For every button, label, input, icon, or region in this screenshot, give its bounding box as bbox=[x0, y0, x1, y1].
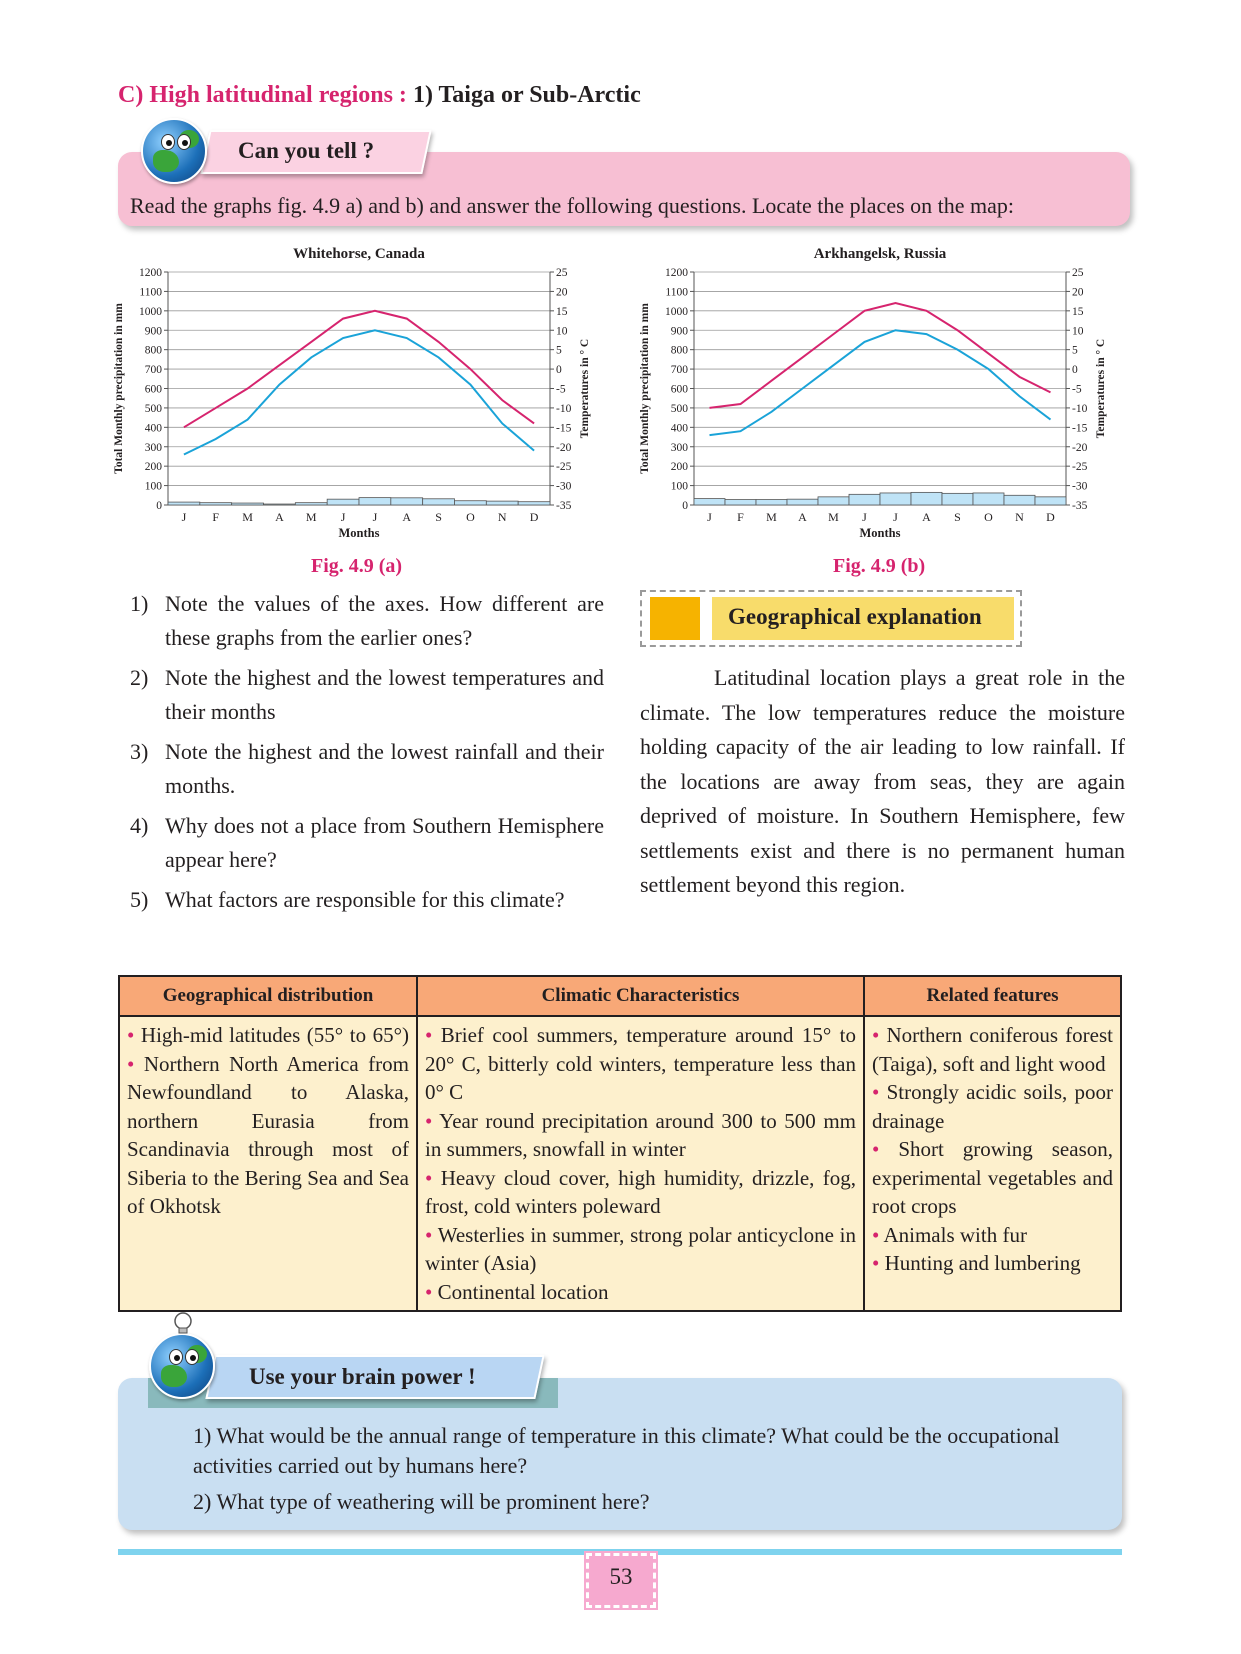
x-tick-label: F bbox=[737, 510, 744, 524]
y2-tick-label: -25 bbox=[1072, 461, 1088, 474]
y-tick-label: 500 bbox=[144, 402, 162, 415]
y2-tick-label: 25 bbox=[556, 267, 568, 279]
y2-tick-label: -10 bbox=[556, 402, 572, 415]
y-tick-label: 600 bbox=[144, 383, 162, 396]
precipitation-bar bbox=[880, 493, 911, 505]
y2-tick-label: 25 bbox=[1072, 267, 1084, 279]
table-header-distribution: Geographical distribution bbox=[119, 976, 417, 1016]
y-tick-label: 0 bbox=[156, 500, 162, 512]
feature-item bbox=[872, 1021, 1113, 1078]
x-tick-label: J bbox=[181, 510, 187, 524]
precipitation-bar bbox=[168, 502, 200, 505]
y-tick-label: 700 bbox=[670, 364, 688, 377]
bullet-icon: • bbox=[127, 1051, 135, 1076]
feature-item bbox=[872, 1221, 1113, 1250]
x-tick-label: S bbox=[954, 510, 961, 524]
y2-tick-label: 10 bbox=[556, 325, 568, 338]
y-tick-label: 900 bbox=[144, 325, 162, 338]
y-tick-label: 400 bbox=[144, 422, 162, 435]
climate-item-text: Westerlies in summer, strong polar anticyclone in winter (Asia) bbox=[425, 1222, 856, 1275]
x-tick-label: M bbox=[305, 510, 317, 524]
precipitation-bar bbox=[486, 501, 518, 505]
y2-tick-label: -20 bbox=[556, 441, 572, 454]
precipitation-bar bbox=[327, 499, 359, 505]
y2-tick-label: -20 bbox=[1072, 441, 1088, 454]
feature-item-text: Strongly acidic soils, poor drainage bbox=[872, 1080, 1114, 1133]
question-text: Why does not a place from Southern Hemisphere appear here? bbox=[165, 813, 604, 872]
question-number: 5) bbox=[130, 887, 149, 912]
question-number: 4) bbox=[130, 813, 149, 838]
fig-caption-a: Fig. 4.9 (a) bbox=[311, 555, 403, 577]
question-number: 1) bbox=[130, 591, 149, 616]
climate-item-text: Brief cool summers, temperature around 15° to 20° C, bitterly cold winters, temperature less than 0° C bbox=[425, 1023, 856, 1104]
chart-whitehorse bbox=[110, 240, 620, 540]
brain-question-number: 2) bbox=[193, 1489, 212, 1514]
chart-title: Whitehorse, Canada bbox=[293, 246, 425, 262]
min-temperature-line bbox=[184, 330, 534, 454]
climate-item-text: Heavy cloud cover, high humidity, drizzle, fog, frost, cold winters poleward bbox=[425, 1165, 857, 1218]
y-tick-label: 1200 bbox=[139, 267, 162, 279]
distribution-item: Northern North America from Newfoundland to Alaska, northern Eurasia from Scandinavia through most of Siberia to the Bering Sea and Sea of Okhotsk bbox=[127, 1051, 409, 1218]
table-row bbox=[119, 1016, 1121, 1311]
x-tick-label: O bbox=[466, 510, 475, 524]
y2-tick-label: 5 bbox=[1072, 344, 1078, 357]
y-tick-label: 1100 bbox=[665, 286, 688, 299]
y2-tick-label: -30 bbox=[1072, 480, 1088, 493]
x-tick-label: M bbox=[828, 510, 839, 524]
precipitation-bar bbox=[942, 493, 973, 505]
section-heading bbox=[118, 82, 641, 109]
geo-explanation-label: Geographical explanation bbox=[728, 604, 982, 629]
y-tick-label: 200 bbox=[144, 461, 162, 474]
x-tick-label: A bbox=[922, 510, 931, 524]
question-item bbox=[130, 661, 604, 729]
y-tick-label: 1100 bbox=[139, 286, 162, 299]
x-tick-label: A bbox=[798, 510, 807, 524]
question-number: 3) bbox=[130, 739, 149, 764]
y-tick-label: 900 bbox=[670, 325, 688, 338]
bullet-icon: • bbox=[127, 1023, 135, 1047]
x-tick-label: S bbox=[435, 510, 442, 524]
climate-item bbox=[425, 1107, 856, 1164]
y-tick-label: 400 bbox=[670, 422, 688, 435]
y-tick-label: 300 bbox=[670, 441, 688, 454]
climate-item bbox=[425, 1278, 856, 1307]
precipitation-bar bbox=[911, 492, 942, 505]
x-tick-label: D bbox=[529, 510, 539, 524]
y-axis-label: Total Monthly precipitation in mm bbox=[113, 303, 125, 474]
x-tick-label: J bbox=[893, 510, 898, 524]
brain-question-text: What would be the annual range of temperature in this climate? What could be the occupational activities carried out by humans here? bbox=[193, 1423, 1060, 1478]
y2-tick-label: 5 bbox=[556, 344, 562, 357]
x-tick-label: M bbox=[242, 510, 253, 524]
precipitation-bar bbox=[787, 499, 818, 505]
question-text: Note the highest and the lowest rainfall and their months. bbox=[165, 739, 604, 798]
y2-tick-label: 15 bbox=[556, 305, 568, 318]
section-heading-pink: C) High latitudinal regions : bbox=[118, 82, 407, 108]
precipitation-bar bbox=[518, 502, 550, 505]
x-tick-label: N bbox=[1015, 510, 1024, 524]
precipitation-bar bbox=[1004, 495, 1035, 505]
bullet-icon: • bbox=[872, 1137, 880, 1161]
x-tick-label: J bbox=[707, 510, 712, 524]
question-item bbox=[130, 587, 604, 655]
climate-table bbox=[118, 975, 1122, 1312]
table-header-row bbox=[119, 976, 1121, 1016]
precipitation-bar bbox=[423, 499, 455, 505]
question-text: Note the highest and the lowest temperatures and their months bbox=[165, 665, 604, 724]
bullet-icon: • bbox=[425, 1222, 433, 1247]
y-tick-label: 800 bbox=[144, 344, 162, 357]
y-tick-label: 1000 bbox=[139, 305, 162, 318]
x-tick-label: A bbox=[402, 510, 412, 524]
y2-tick-label: -15 bbox=[556, 422, 572, 435]
y-axis-label: Total Monthly precipitation in mm bbox=[639, 303, 651, 474]
x-tick-label: O bbox=[984, 510, 993, 524]
y-tick-label: 800 bbox=[670, 344, 688, 357]
precipitation-bar bbox=[694, 499, 725, 505]
climate-cell bbox=[417, 1016, 864, 1311]
y-tick-label: 100 bbox=[144, 480, 162, 493]
bullet-icon: • bbox=[425, 1023, 433, 1047]
chart-arkhangelsk bbox=[636, 240, 1136, 540]
table-header-climate: Climatic Characteristics bbox=[417, 976, 864, 1016]
feature-item-text: Short growing season, experimental vegetables and root crops bbox=[872, 1137, 1113, 1218]
precipitation-bar bbox=[818, 497, 849, 505]
y2-tick-label: 0 bbox=[1072, 364, 1078, 377]
climate-item bbox=[425, 1221, 856, 1278]
question-number: 2) bbox=[130, 665, 149, 690]
y-tick-label: 100 bbox=[670, 480, 688, 493]
globe-thinking-mascot-icon bbox=[149, 1333, 215, 1399]
question-list bbox=[130, 587, 604, 923]
brain-question-1 bbox=[193, 1421, 1113, 1481]
climate-item-text: Year round precipitation around 300 to 500 mm in summers, snowfall in winter bbox=[425, 1108, 856, 1161]
bullet-icon: • bbox=[872, 1080, 880, 1104]
x-tick-label: J bbox=[372, 510, 378, 524]
precipitation-bar bbox=[973, 493, 1004, 505]
climate-item-text: Continental location bbox=[437, 1279, 609, 1304]
feature-item-text: Animals with fur bbox=[883, 1222, 1027, 1247]
precipitation-bar bbox=[756, 500, 787, 505]
x-tick-label: M bbox=[766, 510, 777, 524]
y2-tick-label: -10 bbox=[1072, 402, 1088, 415]
geo-explanation-square bbox=[650, 597, 700, 640]
brain-question-number: 1) bbox=[193, 1423, 212, 1448]
chart-arkhangelsk-svg bbox=[636, 240, 1136, 540]
feature-item bbox=[872, 1135, 1113, 1221]
bullet-icon: • bbox=[872, 1023, 880, 1047]
distribution-item: High-mid latitudes (55° to 65°) bbox=[140, 1023, 409, 1047]
precipitation-bar bbox=[725, 500, 756, 505]
precipitation-bar bbox=[391, 498, 423, 505]
y2-axis-label: Temperatures in ° C bbox=[1095, 338, 1107, 439]
precipitation-bar bbox=[849, 494, 880, 505]
chart-whitehorse-svg bbox=[110, 240, 620, 540]
y2-tick-label: -35 bbox=[556, 500, 572, 512]
y-tick-label: 300 bbox=[144, 441, 162, 454]
fig-caption-b: Fig. 4.9 (b) bbox=[833, 555, 926, 577]
feature-item bbox=[872, 1078, 1113, 1135]
precipitation-bar bbox=[455, 501, 487, 505]
x-tick-label: F bbox=[212, 510, 220, 524]
precipitation-bar bbox=[200, 503, 232, 505]
precipitation-bar bbox=[295, 503, 327, 505]
lightbulb-icon bbox=[170, 1310, 196, 1336]
chart-title: Arkhangelsk, Russia bbox=[813, 246, 947, 262]
brain-question-2 bbox=[193, 1487, 1113, 1517]
bullet-icon: • bbox=[425, 1279, 433, 1304]
bullet-icon: • bbox=[425, 1108, 433, 1133]
question-text: Note the values of the axes. How different are these graphs from the earlier ones? bbox=[165, 591, 604, 650]
max-temperature-line bbox=[710, 303, 1051, 408]
question-item bbox=[130, 883, 604, 917]
x-tick-label: D bbox=[1046, 510, 1055, 524]
y2-tick-label: -5 bbox=[556, 383, 566, 396]
y2-axis-label: Temperatures in ° C bbox=[579, 338, 591, 439]
x-tick-label: J bbox=[862, 510, 867, 524]
y2-tick-label: 15 bbox=[1072, 305, 1084, 318]
y-tick-label: 200 bbox=[670, 461, 688, 474]
features-cell bbox=[864, 1016, 1121, 1311]
table-header-features: Related features bbox=[864, 976, 1121, 1016]
question-item bbox=[130, 809, 604, 877]
x-tick-label: J bbox=[340, 510, 346, 524]
feature-item-text: Northern coniferous forest (Taiga), soft and light wood bbox=[872, 1023, 1113, 1076]
y2-tick-label: -25 bbox=[556, 461, 572, 474]
y2-tick-label: 20 bbox=[556, 286, 568, 299]
x-axis-label: Months bbox=[859, 526, 901, 540]
brain-question-text: What type of weathering will be prominent here? bbox=[216, 1489, 650, 1514]
bullet-icon: • bbox=[872, 1222, 880, 1247]
y2-tick-label: -35 bbox=[1072, 500, 1088, 512]
page-number: 53 bbox=[609, 1564, 633, 1589]
y-tick-label: 0 bbox=[682, 500, 688, 512]
min-temperature-line bbox=[710, 330, 1051, 435]
distribution-cell bbox=[119, 1016, 417, 1311]
feature-item-text: Hunting and lumbering bbox=[884, 1251, 1081, 1275]
bullet-icon: • bbox=[425, 1165, 433, 1190]
can-you-tell-text: Read the graphs fig. 4.9 a) and b) and answer the following questions. Locate the places on the map: bbox=[130, 193, 1015, 218]
precipitation-bar bbox=[264, 504, 296, 505]
climate-item bbox=[425, 1164, 856, 1221]
y2-tick-label: -30 bbox=[556, 480, 572, 493]
x-tick-label: N bbox=[497, 510, 507, 524]
section-heading-black: 1) Taiga or Sub-Arctic bbox=[412, 82, 641, 108]
y-tick-label: 600 bbox=[670, 383, 688, 396]
geo-explanation-text: Latitudinal location plays a great role in the climate. The low temperatures reduce the moisture holding capacity of the air leading to low rainfall. If the locations are away from seas, they are again deprived of moisture. In Southern Hemisphere, few settlements exist and there is no permanent human settlement beyond this region. bbox=[640, 665, 1125, 897]
globe-mascot-icon bbox=[141, 118, 207, 184]
x-axis-label: Months bbox=[338, 526, 380, 540]
y-tick-label: 500 bbox=[670, 402, 688, 415]
bullet-icon: • bbox=[872, 1251, 880, 1275]
climate-item bbox=[425, 1021, 856, 1107]
feature-item bbox=[872, 1249, 1113, 1278]
question-item bbox=[130, 735, 604, 803]
y2-tick-label: -5 bbox=[1072, 383, 1082, 396]
y2-tick-label: -15 bbox=[1072, 422, 1088, 435]
brain-power-label: Use your brain power ! bbox=[249, 1364, 476, 1389]
precipitation-bar bbox=[359, 498, 391, 505]
y-tick-label: 1200 bbox=[665, 267, 688, 279]
y2-tick-label: 0 bbox=[556, 364, 562, 377]
y2-tick-label: 20 bbox=[1072, 286, 1084, 299]
y-tick-label: 700 bbox=[144, 364, 162, 377]
y-tick-label: 1000 bbox=[665, 305, 688, 318]
question-text: What factors are responsible for this climate? bbox=[165, 887, 565, 912]
x-tick-label: A bbox=[275, 510, 284, 524]
y2-tick-label: 10 bbox=[1072, 325, 1084, 338]
precipitation-bar bbox=[232, 503, 264, 505]
can-you-tell-label: Can you tell ? bbox=[238, 138, 375, 163]
precipitation-bar bbox=[1035, 497, 1066, 505]
